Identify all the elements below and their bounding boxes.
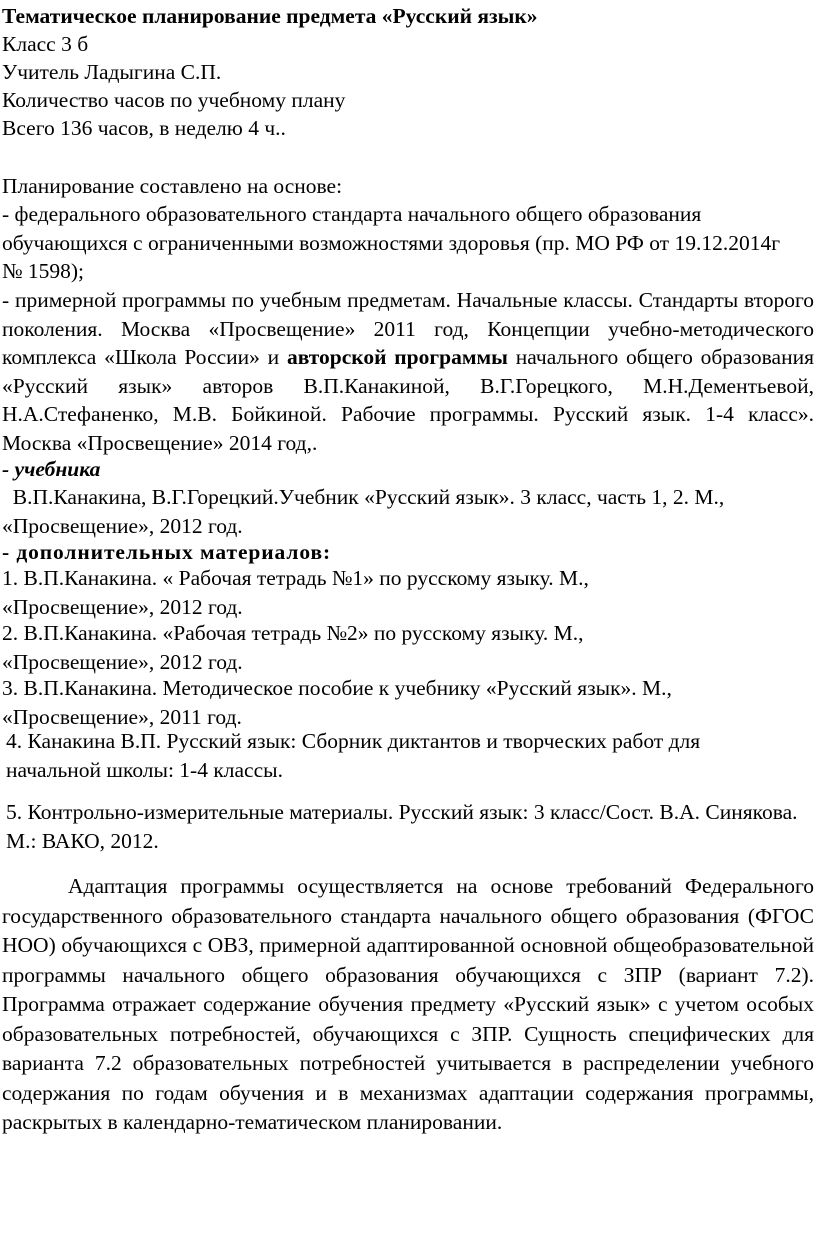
- materials-heading: - дополнительных материалов:: [2, 540, 332, 564]
- adaptation-paragraph: Адаптация программы осуществляется на основе требований Федерального государственного образовательного стандарта начального общего образования (ФГОС НОО) обучающихся с ОВЗ, примерной адаптированной основной общеобразовательной программы начального общего образования обучающихся с ЗПР (вариант 7.2). Программа отражает содержание обучения предмету «Русский язык» с учетом особых образовательных потребностей, обучающихся с ЗПР. Сущность специфических для варианта 7.2 образовательных потребностей учитывается в распределении учебного содержания по годам обучения и в механизмах адаптации содержания программы, раскрытых в календарно-тематическом планировании.: [2, 874, 814, 1134]
- basis-item-sample-program-rest: начального общего образования «Русский язык» авторов В.П.Канакиной, В.Г.Горецкого, М.Н.Дементьевой, Н.А.Стефаненко, М.В. Бойкиной. Рабочие программы. Русский язык. 1-4 класс». Москва «Просвещение» 2014 год,.: [2, 345, 814, 455]
- material-item-5: 5. Контрольно-измерительные материалы. Русский язык: 3 класс/Сост. В.А. Синякова. М.: ВАКО, 2012.: [6, 800, 798, 853]
- basis-item-sample-program-text: - примерной программы по учебным предметам. Начальные классы. Стандарты второго поколения. Москва «Просвещение» 2011 год, Концепции учебно-методического комплекса «Школа России» и: [2, 288, 814, 369]
- basis-item-sample-program: [2, 286, 814, 457]
- textbook-heading: - учебника: [2, 457, 101, 481]
- class-line: Класс 3 б: [2, 32, 89, 56]
- material-item-1: 1. В.П.Канакина. « Рабочая тетрадь №1» по русскому языку. М., «Просвещение», 2012 год.: [2, 566, 589, 619]
- hours-label: Количество часов по учебному плану: [2, 88, 346, 112]
- basis-intro: Планирование составлено на основе:: [2, 174, 343, 198]
- textbook-reference: В.П.Канакина, В.Г.Горецкий.Учебник «Русский язык». 3 класс, часть 1, 2. М., «Просвещение», 2012 год.: [2, 485, 730, 538]
- page-title: Тематическое планирование предмета «Русский язык»: [2, 4, 538, 28]
- material-item-2: 2. В.П.Канакина. «Рабочая тетрадь №2» по русскому языку. М., «Просвещение», 2012 год.: [2, 621, 584, 674]
- author-program-highlight: авторской программы: [286, 345, 508, 369]
- hours-total: Всего 136 часов, в неделю 4 ч..: [2, 116, 286, 140]
- basis-item-federal-standard: - федерального образовательного стандарта начального общего образования обучающихся с ограниченными возможностями здоровья (пр. МО РФ от 19.12.2014г № 1598);: [2, 202, 781, 283]
- teacher-line: Учитель Ладыгина С.П.: [2, 60, 222, 84]
- material-item-4: 4. Канакина В.П. Русский язык: Сборник диктантов и творческих работ для начальной школы: 1-4 классы.: [6, 729, 701, 782]
- material-item-3: 3. В.П.Канакина. Методическое пособие к учебнику «Русский язык». М., «Просвещение», 2011 год.: [2, 676, 672, 729]
